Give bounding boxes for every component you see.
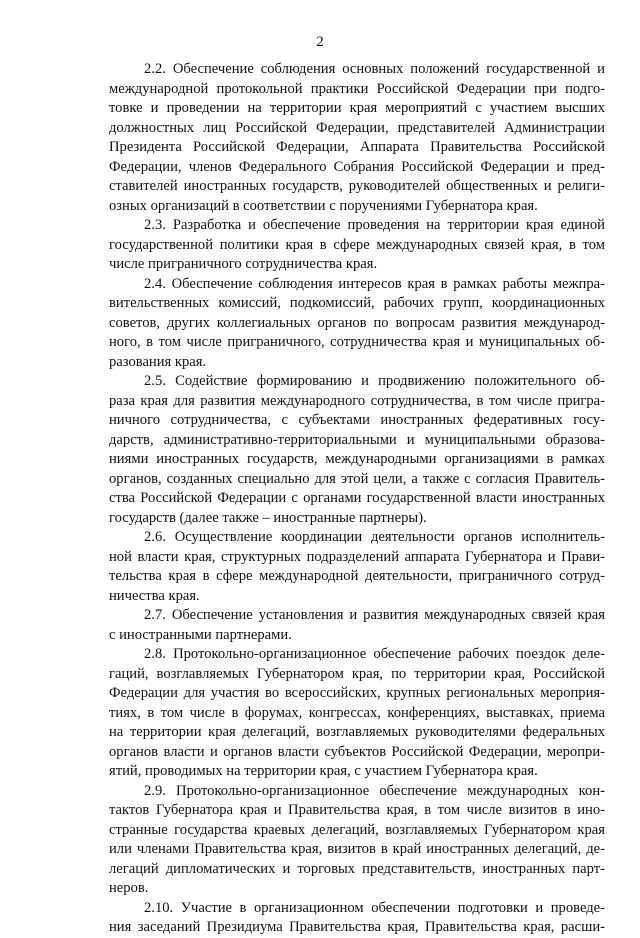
text-line: тельства края в сфере международной деятельности, приграничного сотруд- bbox=[109, 568, 605, 584]
text-line: государственной политики края в сфере международных связей края, в том bbox=[109, 236, 605, 253]
text-line: органов, созданных специально для этой цели, а также с согласия Правитель- bbox=[109, 470, 605, 487]
text-line: ного, в том числе приграничного, сотрудничества края и муниципальных об- bbox=[109, 334, 605, 350]
text-line: неров. bbox=[109, 880, 149, 896]
text-line: 2.9. Протокольно-организационное обеспечение международных кон- bbox=[144, 782, 605, 799]
text-line: числе приграничного сотрудничества края. bbox=[109, 256, 378, 272]
text-line: с иностранными партнерами. bbox=[109, 626, 292, 643]
text-line: ставителей иностранных государств, руководителей общественных и религи- bbox=[109, 178, 605, 194]
text-line: органов власти и органов власти субъектов Российской Федерации, меропри- bbox=[109, 743, 605, 760]
text-line: международной протокольной практики Российской Федерации при подго- bbox=[109, 80, 605, 97]
text-line: 2.4. Обеспечение соблюдения интересов края в рамках работы межпра- bbox=[144, 275, 605, 292]
text-line: раза края для развития международного сотрудничества, в том числе пригра- bbox=[109, 392, 605, 409]
text-line: странные государства краевых делегаций, возглавляемых Губернатором края bbox=[109, 821, 605, 838]
page-number: 2 bbox=[316, 34, 324, 50]
text-line: или членами Правительства края, визитов в край иностранных делегаций, де- bbox=[109, 841, 605, 857]
text-line: ной власти края, структурных подразделений аппарата Губернатора и Прави- bbox=[109, 548, 605, 565]
text-line: ния заседаний Президиума Правительства края, Правительства края, расши- bbox=[109, 919, 605, 935]
text-line: 2.10. Участие в организационном обеспечении подготовки и проведе- bbox=[144, 899, 605, 916]
text-line: государств (далее также – иностранные партнеры). bbox=[109, 509, 427, 526]
text-line: тиях, в том числе в форумах, конгрессах, конференциях, выставках, приема bbox=[109, 704, 605, 721]
text-line: Президента Российской Федерации, Аппарата Правительства Российской bbox=[109, 139, 605, 155]
text-line: Федерации, членов Федерального Собрания Российской Федерации и пред- bbox=[109, 158, 605, 175]
text-line: 2.5. Содействие формированию и продвижению положительного об- bbox=[144, 373, 605, 389]
text-line: товке и проведении на территории края мероприятий с участием высших bbox=[109, 100, 605, 116]
text-line: гаций, возглавляемых Губернатором края, по территории края, Российской bbox=[109, 665, 605, 682]
text-line: ниями иностранных государств, международными организациями в рамках bbox=[109, 451, 605, 467]
text-line: 2.3. Разработка и обеспечение проведения на территории края единой bbox=[144, 217, 605, 233]
text-line: дарств, административно-территориальными и муниципальными образова- bbox=[109, 431, 605, 448]
text-line: ничества края. bbox=[109, 587, 200, 604]
text-line: 2.6. Осуществление координации деятельности органов исполнитель- bbox=[144, 529, 605, 545]
text-line: советов, других коллегиальных органов по вопросам развития международ- bbox=[109, 314, 605, 331]
text-line: Федерации для участия во всероссийских, крупных региональных мероприя- bbox=[109, 685, 605, 701]
text-line: ства Российской Федерации с органами государственной власти иностранных bbox=[109, 490, 605, 506]
text-line: должностных лиц Российской Федерации, представителей Администрации bbox=[109, 119, 605, 136]
text-line: 2.2. Обеспечение соблюдения основных положений государственной и bbox=[144, 61, 605, 77]
text-line: легаций дипломатических и торговых представительств, иностранных парт- bbox=[109, 860, 605, 877]
text-line: вительственных комиссий, подкомиссий, рабочих групп, координационных bbox=[109, 295, 605, 311]
text-line: разования края. bbox=[109, 353, 207, 370]
text-line: озных организаций в соответствии с поручениями Губернатора края. bbox=[109, 197, 538, 214]
text-line: ятий, проводимых на территории края, с участием Губернатора края. bbox=[109, 763, 538, 779]
text-line: тактов Губернатора края и Правительства края, в том числе визитов в ино- bbox=[109, 802, 605, 818]
text-line: ничного сотрудничества, с субъектами иностранных федеративных госу- bbox=[109, 412, 605, 428]
text-line: 2.7. Обеспечение установления и развития международных связей края bbox=[144, 607, 605, 623]
document-body bbox=[109, 60, 605, 938]
text-line: 2.8. Протокольно-организационное обеспечение рабочих поездок деле- bbox=[144, 646, 605, 662]
text-line: на территории края делегаций, возглавляемых руководителями федеральных bbox=[109, 724, 605, 740]
